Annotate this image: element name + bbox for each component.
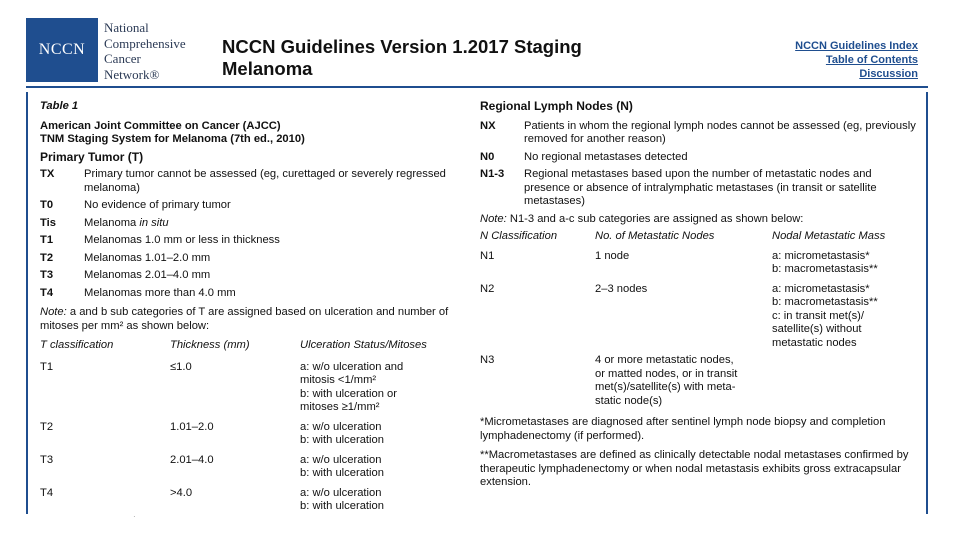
primary-tumor-heading: Primary Tumor (T) [40, 149, 144, 164]
tnm-system-title: TNM Staging System for Melanoma (7th ed., 2010) [40, 133, 305, 145]
cell-line: met(s)/satellite(s) with meta- [595, 381, 736, 393]
t-desc: Melanomas 1.0 mm or less in thickness [84, 234, 280, 246]
cell-text: satellite(s) without [772, 323, 862, 335]
page-title [222, 36, 582, 80]
note-label: Note: [480, 212, 507, 225]
cell-line: b: with ulceration [300, 500, 384, 512]
right-column [480, 100, 920, 490]
nodal-mass-cell [772, 283, 920, 351]
org-line: Comprehensive [104, 35, 186, 51]
t-grid-row [40, 421, 470, 448]
thickness-cell: 1.01–2.0 [170, 420, 214, 433]
n-class-cell: N1 [480, 249, 495, 262]
cell-line: 2–3 nodes [595, 282, 648, 295]
content-frame [26, 92, 928, 514]
n-class-cell: N3 [480, 354, 495, 366]
n-note [480, 213, 920, 227]
footnote-macrometastases: **Macrometastases are defined as clinically detectable nodal metastases confirmed by therapeutic lymphadenectomy or when nodal metastasis exhibits gross extracapsular extension. [480, 449, 909, 488]
t-grid-header [40, 339, 470, 353]
t-code: TX [40, 168, 55, 180]
guidelines-index-link[interactable]: NCCN Guidelines Index [795, 40, 918, 52]
column-header: Nodal Metastatic Mass [772, 230, 886, 242]
cell-line: 1 node [595, 249, 630, 262]
thickness-cell: 2.01–4.0 [170, 453, 214, 466]
column-header: Ulceration Status/Mitoses [300, 339, 427, 351]
cell-line: mitosis <1/mm² [300, 374, 377, 386]
t-code: T0 [40, 199, 54, 211]
t-row [40, 269, 470, 283]
cell-line: b: with ulceration [300, 434, 384, 446]
ulceration-cell [300, 361, 470, 415]
t-grid-row [40, 361, 470, 415]
column-header: No. of Metastatic Nodes [595, 230, 715, 242]
thickness-cell: >4.0 [170, 486, 193, 499]
cell-line: 4 or more metastatic nodes, [595, 354, 734, 366]
t-code: T4 [40, 286, 54, 299]
title-line: NCCN Guidelines Version 1.2017 Staging [222, 36, 582, 57]
t-code: Tis [40, 216, 56, 229]
t-code: T2 [40, 251, 54, 264]
t-desc-plain: Melanoma [84, 216, 140, 229]
left-column [40, 100, 470, 514]
t-class-cell: T1 [40, 360, 54, 373]
n-row [480, 151, 920, 165]
logo-text: NCCN [38, 41, 86, 58]
cell-line: b: macrometastasis** [772, 296, 878, 308]
n-desc: Patients in whom the regional lymph nodes cannot be assessed (eg, previously removed for another reason) [524, 119, 916, 145]
n-desc: Regional metastases based upon the number of metastatic nodes and presence or absence of intralymphatic metastases (in transit or satellite metastases) [524, 168, 877, 207]
cell-line [772, 323, 920, 337]
n-grid-row [480, 283, 920, 351]
n-desc: No regional metastases detected [524, 150, 688, 163]
n-class-cell: N2 [480, 282, 495, 295]
nccn-logo [26, 18, 98, 82]
t-row [40, 168, 470, 195]
cell-line: b: with ulceration [300, 467, 384, 479]
ulceration-cell [300, 487, 470, 514]
n-code: NX [480, 119, 496, 132]
org-line: Cancer [104, 51, 141, 66]
cell-line: or matted nodes, or in transit [595, 367, 738, 380]
column-header: T classification [40, 339, 114, 351]
cell-line: metastatic nodes [772, 336, 857, 349]
cell-line: c: in transit met(s)/ [772, 309, 865, 322]
n-grid-header [480, 230, 920, 244]
t-grid-row [40, 454, 470, 481]
table-label: Table 1 [40, 100, 79, 112]
header-links [795, 39, 918, 81]
footnote-micrometastases: *Micrometastases are diagnosed after sentinel lymph node biopsy and completion lymphadenectomy (if performed). [480, 416, 886, 442]
t-desc: Melanomas more than 4.0 mm [84, 286, 236, 299]
organization-name [104, 20, 186, 82]
t-row [40, 217, 470, 231]
t-code: T3 [40, 269, 54, 281]
page-mark: · [133, 512, 136, 521]
t-class-cell: T3 [40, 453, 54, 466]
note-text: N1-3 and a-c sub categories are assigned as shown below: [506, 212, 804, 225]
column-header: Thickness (mm) [170, 339, 250, 351]
nodal-mass-cell [772, 250, 920, 277]
t-desc: No evidence of primary tumor [84, 199, 231, 211]
t-note [40, 306, 470, 333]
ajcc-title: American Joint Committee on Cancer (AJCC) [40, 119, 281, 132]
cell-line: b: with ulceration or [300, 387, 398, 400]
note-label: Note: [40, 306, 67, 318]
n-code: N1-3 [480, 168, 505, 180]
cell-line: a: micrometastasis* [772, 282, 870, 295]
t-grid-row [40, 487, 470, 514]
cell-line: a: w/o ulceration and [300, 360, 404, 373]
org-line: National [104, 20, 149, 35]
n-grid-row [480, 250, 920, 277]
t-class-cell: T2 [40, 420, 54, 433]
t-code: T1 [40, 234, 54, 246]
note-text: a and b sub categories of T are assigned based on ulceration and number of mitoses per mm² as shown below: [40, 306, 449, 332]
cell-line: static node(s) [595, 394, 663, 407]
lymph-nodes-heading: Regional Lymph Nodes (N) [480, 99, 633, 113]
header-divider [26, 86, 928, 88]
cell-line: a: w/o ulceration [300, 453, 382, 466]
t-desc: Melanomas 2.01–4.0 mm [84, 269, 211, 281]
node-count-cell [595, 354, 772, 408]
t-row [40, 252, 470, 266]
nodal-mass-cell [772, 354, 920, 408]
t-row [40, 199, 470, 213]
t-class-cell: T4 [40, 486, 54, 499]
discussion-link[interactable]: Discussion [859, 68, 918, 80]
t-desc: Primary tumor cannot be assessed (eg, curettaged or severely regressed melanoma) [84, 168, 446, 194]
node-count-cell [595, 283, 772, 351]
thickness-cell: ≤1.0 [170, 360, 192, 373]
t-row [40, 234, 470, 248]
n-code: N0 [480, 150, 495, 163]
ulceration-cell [300, 454, 470, 481]
table-of-contents-link[interactable]: Table of Contents [825, 54, 918, 66]
n-row [480, 120, 920, 147]
ulceration-cell [300, 421, 470, 448]
n-row [480, 168, 920, 209]
org-line: Network® [104, 66, 160, 82]
column-header: N Classification [480, 230, 558, 242]
t-row [40, 287, 470, 301]
t-desc-italic: in situ [139, 216, 169, 229]
cell-line: a: micrometastasis* [772, 249, 870, 262]
cell-line: a: w/o ulceration [300, 486, 382, 499]
node-count-cell [595, 250, 772, 277]
cell-line: b: macrometastasis** [772, 263, 878, 275]
cell-line: mitoses ≥1/mm² [300, 401, 380, 413]
t-desc: Melanomas 1.01–2.0 mm [84, 251, 211, 264]
n-grid-row [480, 354, 920, 408]
cell-line: a: w/o ulceration [300, 420, 382, 433]
title-line: Melanoma [222, 58, 313, 79]
t-desc [84, 217, 470, 231]
